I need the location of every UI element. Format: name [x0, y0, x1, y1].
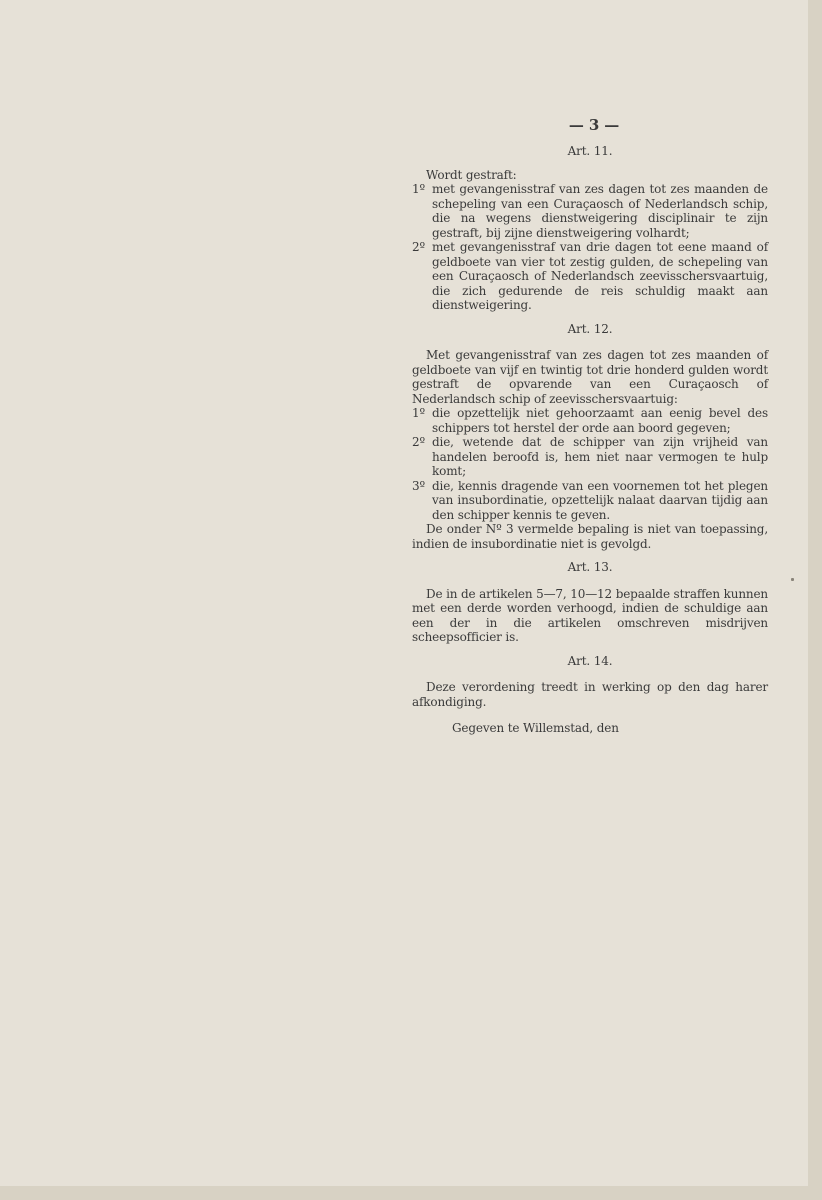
article-11-item: [412, 182, 768, 240]
item-number: 1º: [412, 406, 425, 420]
item-text: met gevangenisstraf van zes dagen tot zes maanden de schepeling van een Curaçaosch of Nederlandsch schip, die na wegens dienstweigering disciplinair te zijn gestraft, bij zijne dienstweigering volhardt;: [432, 182, 768, 240]
item-text: die, wetende dat de schipper van zijn vrijheid van handelen beroofd is, hem niet naar vermogen te hulp komt;: [432, 435, 768, 478]
article-12-note: De onder Nº 3 vermelde bepaling is niet van toepassing, indien de insubordinatie niet is gevolgd.: [412, 522, 768, 551]
article-14-heading: Art. 14.: [567, 653, 613, 668]
item-number: 3º: [412, 478, 425, 493]
page-edge-right: [808, 0, 822, 1200]
article-11-item: [412, 240, 768, 313]
article-11-heading: Art. 11.: [567, 144, 613, 158]
article-12-item: [412, 406, 768, 435]
article-13-text: De in de artikelen 5—7, 10—12 bepaalde straffen kunnen met een derde worden verhoogd, indien de schuldige aan een der in die artikelen omschreven misdrijven scheepsofficier is.: [412, 586, 768, 644]
article-12-item: [412, 435, 768, 479]
page-number: — 3 —: [568, 116, 620, 134]
ink-speck: [791, 578, 794, 581]
item-text: met gevangenisstraf van drie dagen tot eene maand of geldboete van vier tot zestig gulden, de schepeling van een Curaçaosch of Nederlandsch zeevisschersvaartuig, die zich gedurende de reis schuldig maakt aan dienstweigering.: [432, 240, 768, 312]
closing-line: Gegeven te Willemstad, den: [452, 721, 619, 735]
article-12-heading: Art. 12.: [567, 321, 613, 336]
page-edge-bottom: [0, 1186, 822, 1200]
article-13-heading: Art. 13.: [567, 560, 613, 574]
article-12-intro: Met gevangenisstraf van zes dagen tot zes maanden of geldboete van vijf en twintig tot drie honderd gulden wordt gestraft de opvarende van een Curaçaosch of Nederlandsch schip of zeevisschersvaartuig:: [412, 348, 768, 406]
item-number: 2º: [412, 240, 425, 254]
item-number: 1º: [412, 182, 425, 196]
item-number: 2º: [412, 435, 425, 449]
item-text: die opzettelijk niet gehoorzaamt aan eenig bevel des schippers tot herstel der orde aan boord gegeven;: [432, 406, 768, 435]
article-12-item: [412, 479, 768, 523]
article-14-text: Deze verordening treedt in werking op den dag harer afkondiging.: [412, 680, 768, 709]
article-11-intro: Wordt gestraft:: [426, 167, 517, 182]
document-body: [412, 116, 768, 736]
item-text: die, kennis dragende van een voornemen tot het plegen van insubordinatie, opzettelijk nalaat daarvan tijdig aan den schipper kennis te geven.: [432, 478, 768, 522]
